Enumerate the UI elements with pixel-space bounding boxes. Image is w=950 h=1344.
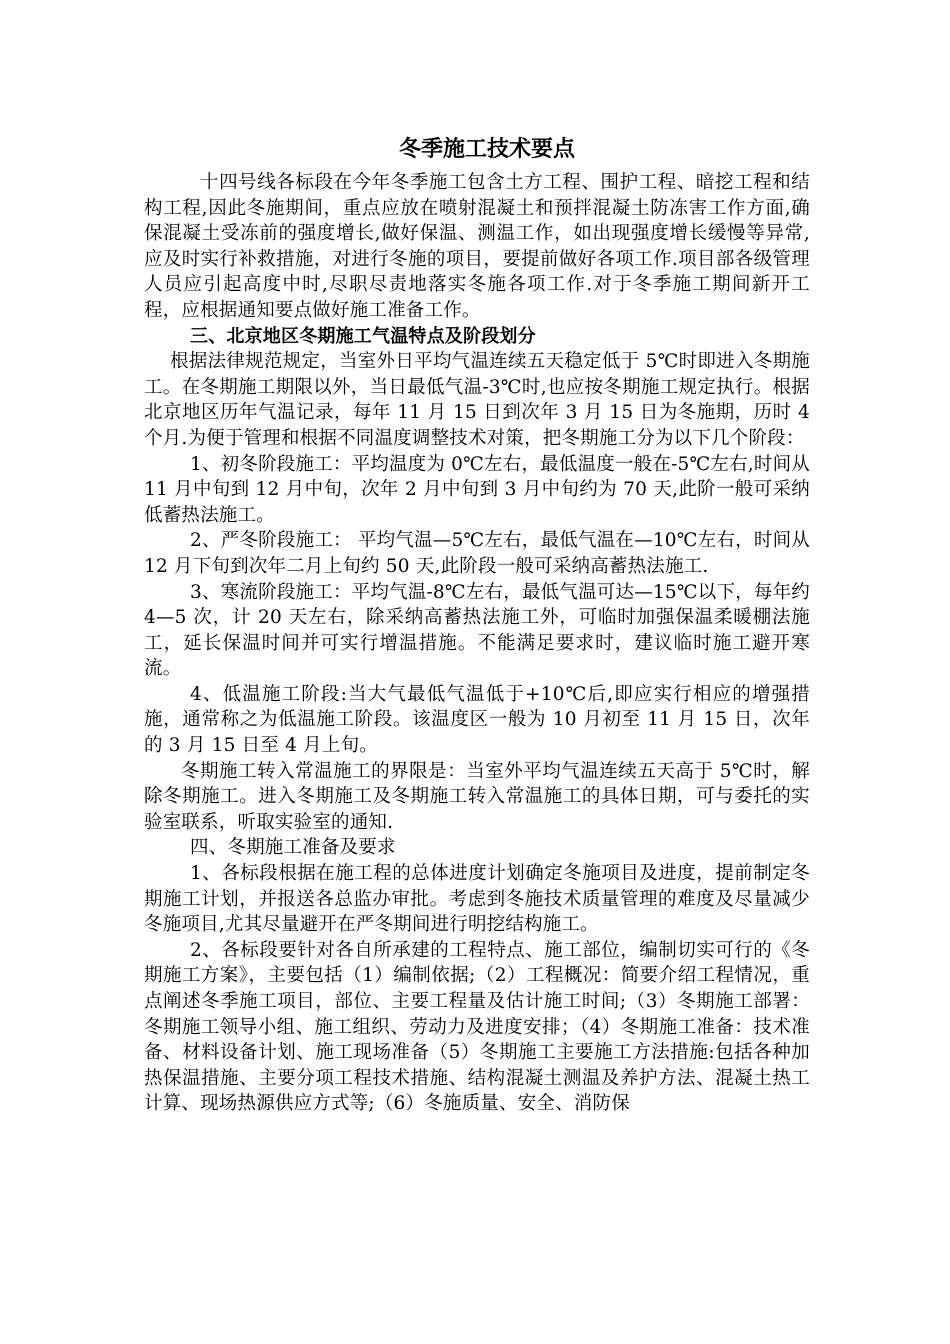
stage-4-paragraph: 4、低温施工阶段:当大气最低气温低于+10℃后,即应实行相应的增强措施，通常称之为低温施工阶段。该温度区一般为 10 月初至 11 月 15 日，次年的 3 月 15 日至 4 月上旬。 bbox=[144, 683, 810, 757]
document-page bbox=[144, 130, 810, 1117]
intro-paragraph: 十四号线各标段在今年冬季施工包含土方工程、围护工程、暗挖工程和结构工程,因此冬施期间，重点应放在喷射混凝土和预拌混凝土防冻害工作方面,确保混凝土受冻前的强度增长,做好保温、测温工作，如出现强度增长缓慢等异常,应及时实行补救措施，对进行冬施的项目，要提前做好各项工作.项目部各级管理人员应引起高度中时,尽职尽责地落实冬施各项工作.对于冬季施工期间新开工程，应根据通知要点做好施工准备工作。 bbox=[144, 172, 810, 321]
requirement-2-paragraph: 2、各标段要针对各自所承建的工程特点、施工部位，编制切实可行的《冬期施工方案》，主要包括（1）编制依据;（2）工程概况：简要介绍工程情况，重点阐述冬季施工项目，部位、主要工程量及估计施工时间;（3）冬期施工部署：冬期施工领导小组、施工组织、劳动力及进度安排；（4）冬期施工准备：技术准备、材料设备计划、施工现场准备（5）冬期施工主要施工方法措施:包括各种加热保温措施、主要分项工程技术措施、结构混凝土测温及养护方法、混凝土热工计算、现场热源供应方式等;（6）冬施质量、安全、消防保 bbox=[144, 939, 810, 1115]
section-3-heading: 三、北京地区冬期施工气温特点及阶段划分 bbox=[190, 325, 536, 347]
section-4-heading: 四、冬期施工准备及要求 bbox=[190, 837, 396, 859]
section-3-paragraph: 根据法律规范规定，当室外日平均气温连续五天稳定低于 5℃时即进入冬期施工。在冬期施工期限以外，当日最低气温-3℃时,也应按冬期施工规定执行。根据北京地区历年气温记录，每年 11 月 15 日到次年 3 月 15 日为冬施期，历时 4 个月.为便于管理和根据不同温度调整技术对策，把冬期施工分为以下几个阶段： bbox=[144, 351, 810, 449]
document-title: 冬季施工技术要点 bbox=[398, 137, 575, 162]
stage-2-paragraph: 2、严冬阶段施工： 平均气温—5℃左右，最低气温在—10℃左右，时间从 12 月下旬到次年二月上旬约 50 天,此阶段一般可采纳高蓄热法施工. bbox=[144, 530, 810, 577]
stage-3-paragraph: 3、寒流阶段施工：平均气温-8℃左右，最低气温可达—15℃以下，每年约 4—5 次，计 20 天左右，除采纳高蓄热法施工外，可临时加强保温柔暖棚法施工，延长保温时间并可实行增温措施。不能满足要求时，建议临时施工避开寒流。 bbox=[144, 581, 810, 680]
requirement-1-paragraph: 1、各标段根据在施工程的总体进度计划确定冬施项目及进度，提前制定冬期施工计划，并报送各总监办审批。考虑到冬施技术质量管理的难度及尽量减少冬施项目,尤其尽量避开在严冬期间进行明挖结构施工。 bbox=[144, 863, 810, 936]
transition-paragraph: 冬期施工转入常温施工的界限是：当室外平均气温连续五天高于 5℃时，解除冬期施工。进入冬期施工及冬期施工转入常温施工的具体日期，可与委托的实验室联系，听取实验室的通知. bbox=[144, 760, 810, 833]
stage-1-paragraph: 1、初冬阶段施工：平均温度为 0℃左右，最低温度一般在-5℃左右,时间从 11 月中旬到 12 月中旬，次年 2 月中旬到 3 月中旬约为 70 天,此阶一般可采纳低蓄热法施工。 bbox=[144, 453, 810, 526]
